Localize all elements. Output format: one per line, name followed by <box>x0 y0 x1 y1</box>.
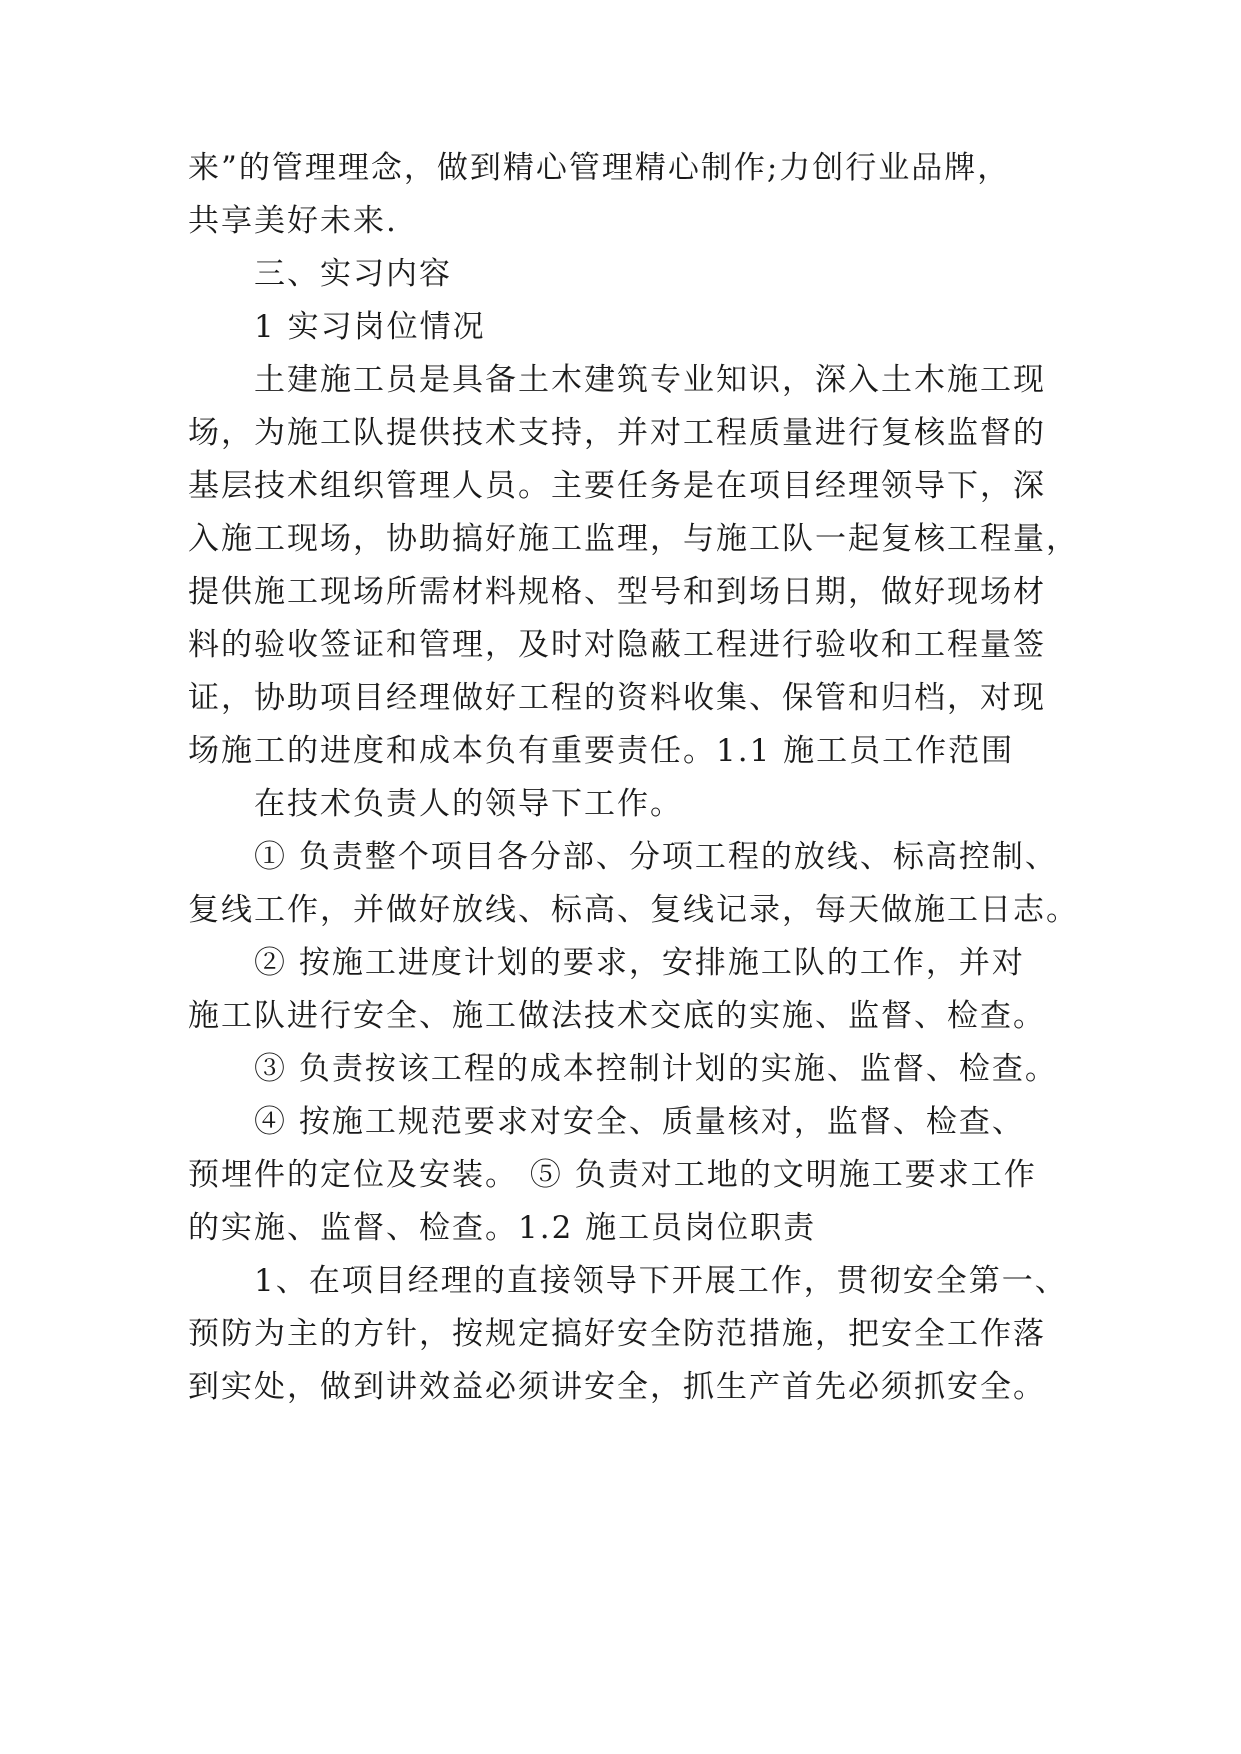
text-line: 施工队进行安全、施工做法技术交底的实施、监督、检查。 <box>188 998 1046 1034</box>
text-line: 在技术负责人的领导下工作。 <box>254 786 683 822</box>
text-line: 预埋件的定位及安装。 ⑤ 负责对工地的文明施工要求工作 <box>188 1157 1037 1193</box>
text-line: 基层技术组织管理人员。主要任务是在项目经理领导下，深 <box>188 468 1046 504</box>
text-line: 到实处，做到讲效益必须讲安全，抓生产首先必须抓安全。 <box>188 1369 1046 1405</box>
text-line: 入施工现场，协助搞好施工监理，与施工队一起复核工程量， <box>188 521 1079 557</box>
text-line: 证，协助项目经理做好工程的资料收集、保管和归档，对现 <box>188 680 1046 716</box>
list-item-3: ③ 负责按该工程的成本控制计划的实施、监督、检查。 <box>254 1051 1058 1087</box>
text-line: 场，为施工队提供技术支持，并对工程质量进行复核监督的 <box>188 415 1046 451</box>
text-line: 土建施工员是具备土木建筑专业知识，深入土木施工现 <box>254 362 1046 398</box>
text-line: 场施工的进度和成本负有重要责任。1.1 施工员工作范围 <box>188 733 1015 769</box>
subsection-heading: 1 实习岗位情况 <box>254 309 486 345</box>
text-line: 复线工作，并做好放线、标高、复线记录，每天做施工日志。 <box>188 892 1079 928</box>
text-line: 料的验收签证和管理，及时对隐蔽工程进行验收和工程量签 <box>188 627 1046 663</box>
text-line: 共享美好未来. <box>188 203 398 239</box>
section-heading: 三、实习内容 <box>254 256 452 292</box>
list-item-2: ② 按施工进度计划的要求，安排施工队的工作，并对 <box>254 945 1025 981</box>
text-line: 提供施工现场所需材料规格、型号和到场日期，做好现场材 <box>188 574 1046 610</box>
duty-item-1: 1、在项目经理的直接领导下开展工作，贯彻安全第一、 <box>254 1263 1068 1299</box>
text-line: 的实施、监督、检查。1.2 施工员岗位职责 <box>188 1210 817 1246</box>
list-item-1: ① 负责整个项目各分部、分项工程的放线、标高控制、 <box>254 839 1058 875</box>
list-item-4: ④ 按施工规范要求对安全、质量核对，监督、检查、 <box>254 1104 1025 1140</box>
text-line: 预防为主的方针，按规定搞好安全防范措施，把安全工作落 <box>188 1316 1046 1352</box>
text-line: 来”的管理理念，做到精心管理精心制作;力创行业品牌， <box>188 150 1011 186</box>
